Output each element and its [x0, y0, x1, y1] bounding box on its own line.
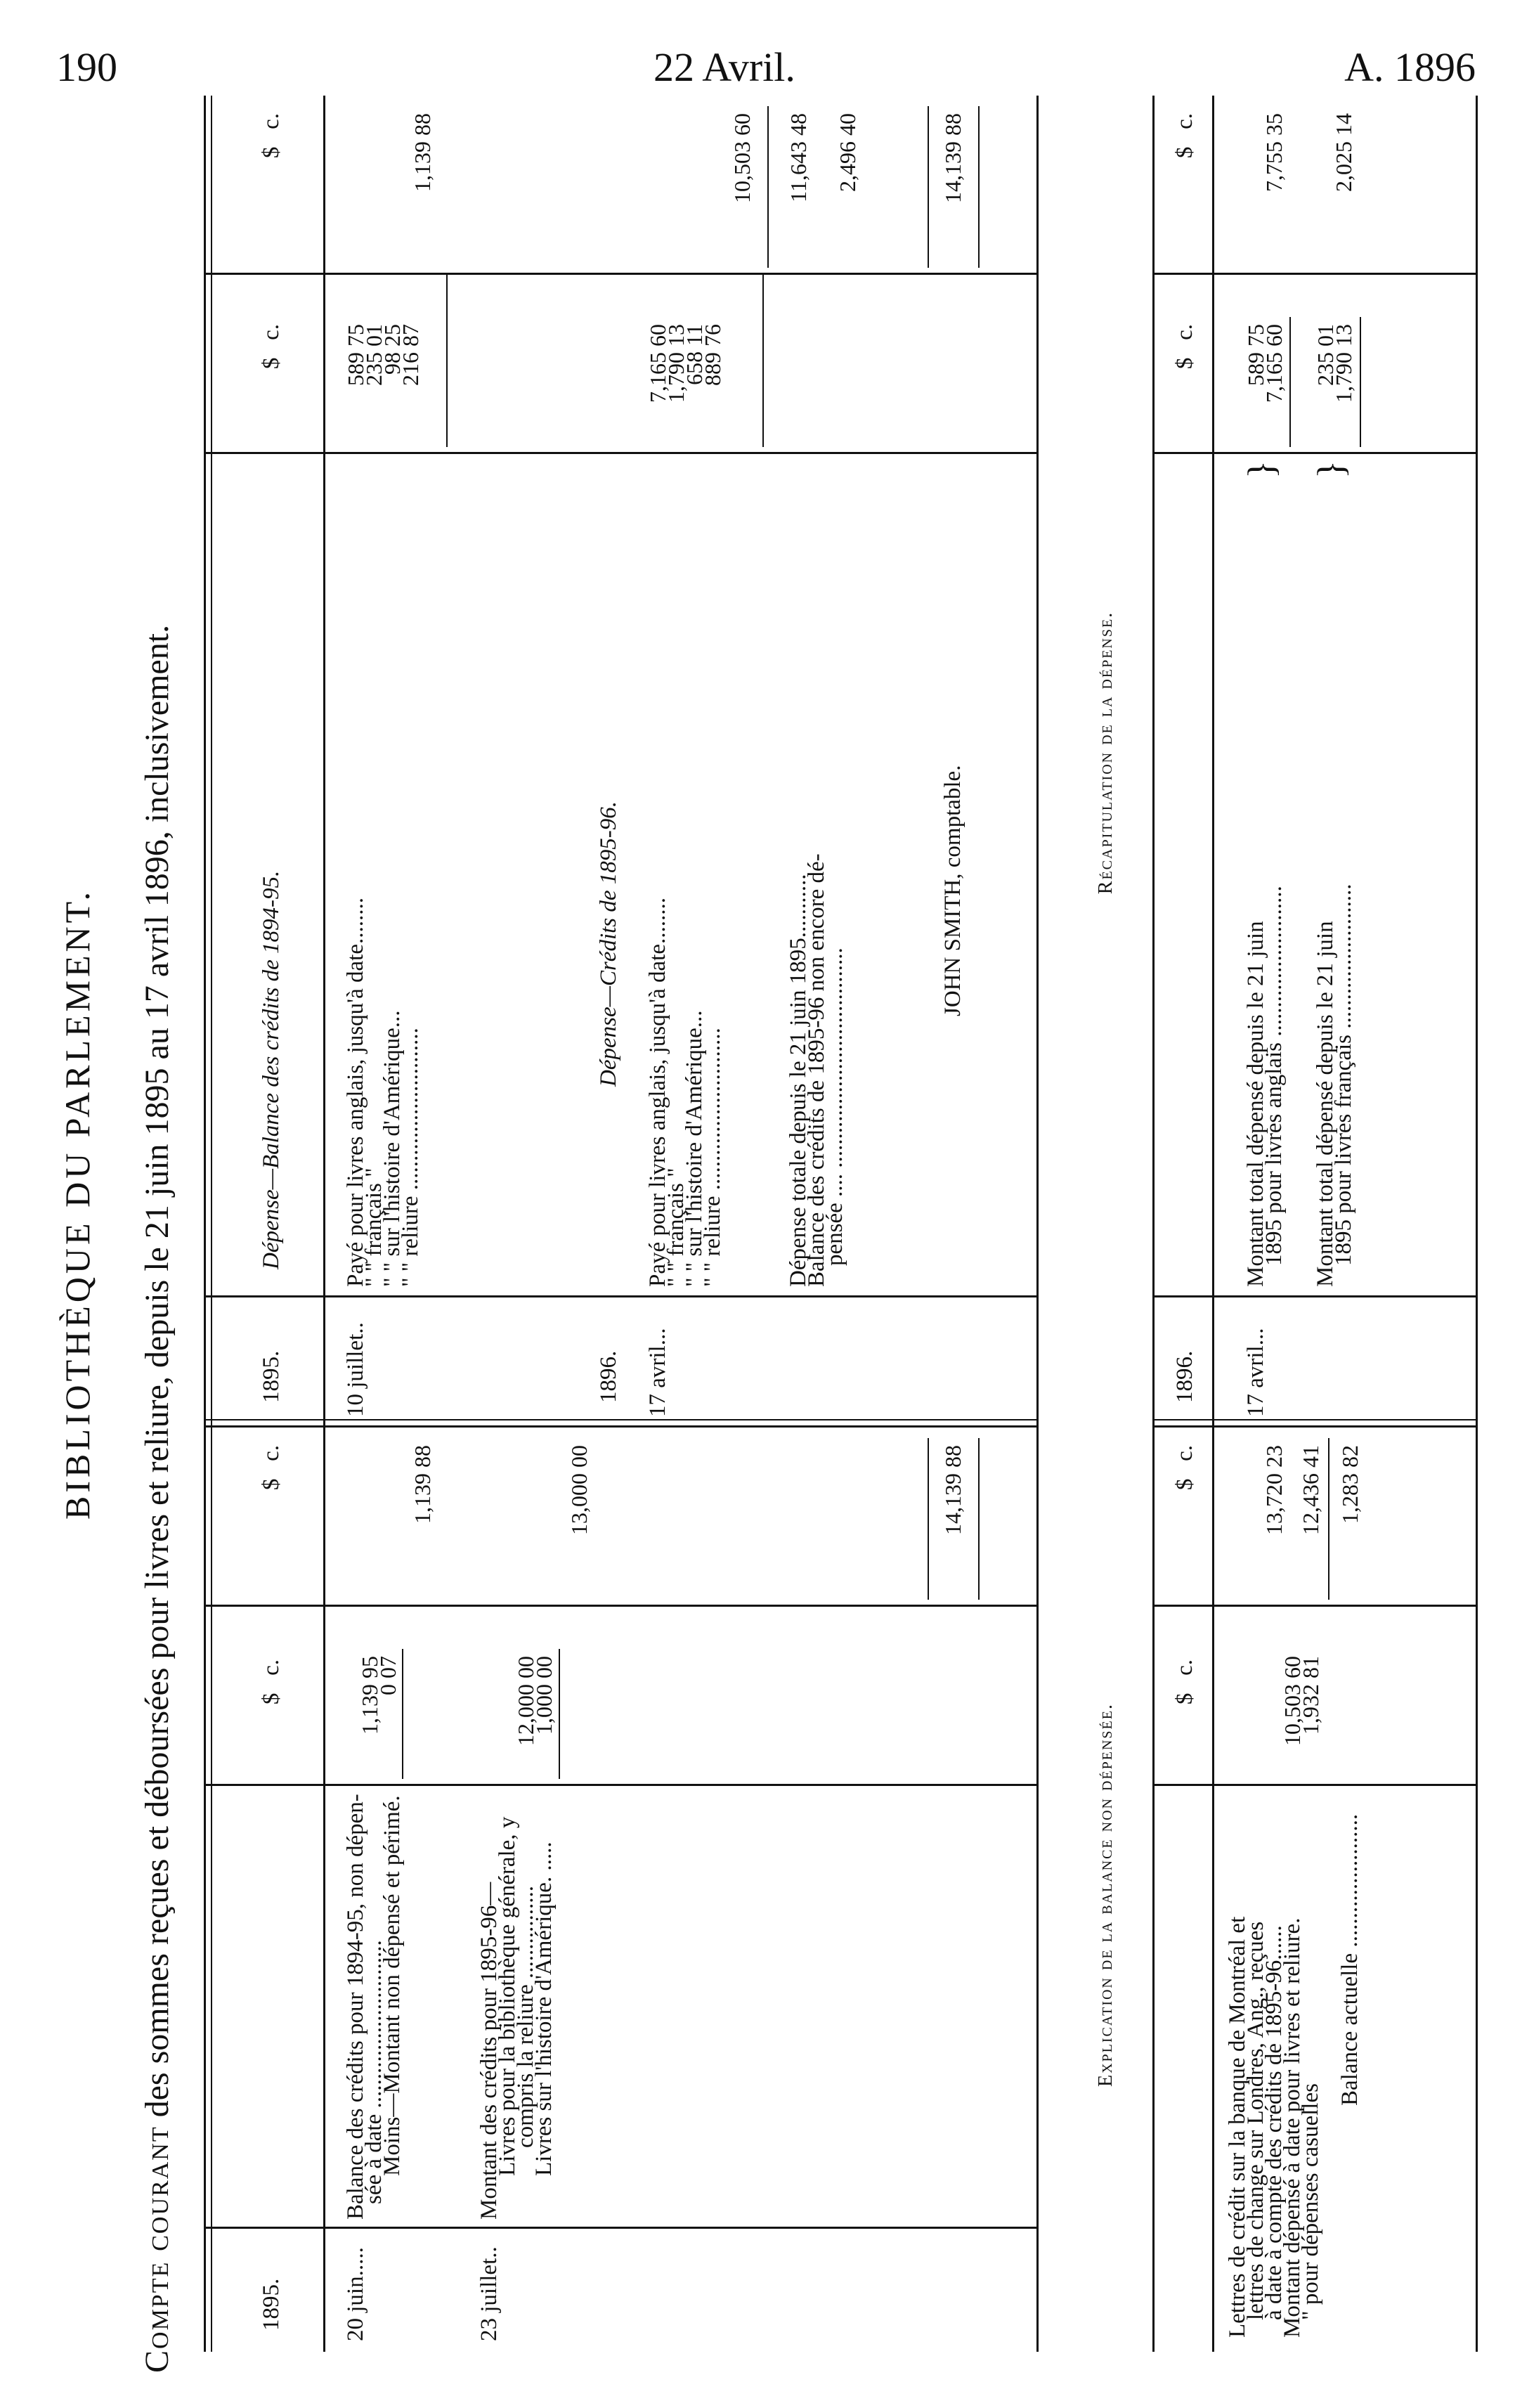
dollar-sign: $ — [1172, 146, 1197, 159]
inner-amount: 589 75 — [1243, 324, 1268, 386]
summary-text: Dépense totale depuis le 21 juin 1895........... — [786, 874, 811, 1287]
entry-text: Livres sur l'histoire d'Amérique. ..... — [531, 1841, 557, 2176]
brace: } — [1240, 460, 1282, 479]
explication-text: Lettres de crédit sur la banque de Montréal et — [1225, 1916, 1250, 2338]
page-year: A. 1896 — [1344, 44, 1476, 90]
page-date: 22 Avril. — [654, 44, 795, 90]
inner-amount: 10,503 60 — [1280, 1656, 1305, 1746]
entry-text: Payé pour livres anglais, jusqu'à date........ — [645, 898, 670, 1287]
entry-text: " " français " — [663, 1167, 689, 1287]
cents-label: c. — [1172, 1445, 1197, 1461]
inner-amount: 1,000 00 — [531, 1656, 557, 1735]
balance-amount: 1,283 82 — [1337, 1445, 1363, 1524]
subtotal-rule — [402, 1649, 403, 1779]
outer-amount: 1,139 88 — [410, 1445, 435, 1524]
outer-amount: 12,436 41 — [1298, 1445, 1323, 1535]
dollar-header — [260, 113, 283, 275]
dollar-sign: $ — [1172, 357, 1197, 370]
col-rule — [204, 1784, 1036, 1786]
subtotal-rule — [559, 1649, 560, 1779]
entry-text: Payé pour livres anglais, jusqu'à date........ — [343, 898, 368, 1287]
header-bottom-rule — [323, 96, 325, 2352]
dollar-header — [1173, 324, 1197, 454]
table-bottom-rule — [1036, 96, 1039, 2352]
inner-amount: 235 01 — [1313, 324, 1338, 386]
summary-amount: 11,643 48 — [786, 113, 811, 202]
recap-text: 1895 pour livres anglais .......................... — [1261, 886, 1287, 1266]
outer-amount: 10,503 60 — [729, 113, 755, 203]
entry-text: " " français " — [361, 1167, 386, 1287]
inner-amount: 889 76 — [700, 324, 725, 386]
subtotal-rule — [762, 275, 764, 447]
lower-top-rule — [1152, 96, 1155, 2352]
entry-text: Balance des crédits pour 1894-95, non dépen- — [343, 1794, 368, 2220]
entry-text: " " reliure ............................ — [398, 1028, 423, 1287]
total-rule — [928, 106, 929, 268]
inner-amount: 98 25 — [379, 324, 405, 375]
subtitle-lead: Compte courant — [138, 2125, 176, 2373]
entry-date: 23 juillet.. — [476, 2246, 502, 2341]
summary-text: Balance des crédits de 1895-96 non encore dé- — [804, 853, 829, 1287]
summary-text: pensée .... ...................................... — [822, 947, 847, 1266]
dollar-sign: $ — [259, 357, 284, 370]
inner-amount: 7,165 60 — [645, 324, 670, 403]
dollar-sign: $ — [259, 146, 284, 159]
cents-label: c. — [1172, 1659, 1197, 1676]
left-year: 1895. — [259, 2278, 284, 2331]
total-rule — [978, 106, 980, 268]
cents-label: c. — [259, 113, 284, 129]
recap-date: 17 avril... — [1243, 1328, 1268, 1417]
inner-amount: 12,000 00 — [513, 1656, 538, 1746]
inner-amount: 658 11 — [682, 324, 707, 385]
dollar-header — [1173, 1659, 1197, 1786]
cents-label: c. — [259, 1659, 284, 1676]
center-double-rule — [204, 1425, 1036, 1428]
explication-text: Montant dépensé à date pour livres et reliure. — [1280, 1917, 1305, 2338]
entry-text: " " sur l'histoire d'Amérique... — [379, 1010, 405, 1287]
recap-text: 1895 pour livres français ......................... — [1331, 883, 1356, 1266]
brace: } — [1310, 460, 1352, 479]
right-year: 1895. — [259, 1350, 284, 1403]
subtotal-rule — [1360, 317, 1361, 447]
subtotal-rule — [446, 275, 448, 447]
outer-amount: 7,755 35 — [1261, 113, 1287, 192]
center-double-rule — [1152, 1419, 1476, 1420]
entry-date: 10 juillet.. — [343, 1322, 368, 1417]
inner-amount: 589 75 — [343, 324, 368, 386]
recap-text: Montant total dépensé depuis le 21 juin — [1243, 921, 1268, 1287]
recap-year: 1896. — [1172, 1350, 1197, 1403]
dollar-header — [260, 324, 283, 454]
section-heading: Dépense—Crédits de 1895-96. — [596, 801, 621, 1087]
cents-label: c. — [1172, 113, 1197, 129]
cents-label: c. — [259, 1445, 284, 1461]
total-rule — [978, 1438, 980, 1600]
center-double-rule — [1152, 1425, 1476, 1428]
signature-text: JOHN SMITH, comptable. — [940, 765, 965, 1016]
entry-date: 20 juin..... — [343, 2247, 368, 2341]
col-rule — [204, 273, 1036, 275]
lower-header-rule — [1212, 96, 1214, 2352]
inner-amount: 0 07 — [375, 1656, 401, 1695]
entry-text: " " reliure ............................ — [700, 1028, 725, 1287]
dollar-header — [1173, 1445, 1197, 1607]
explication-text: à date à compte des crédits de 1895-96...... — [1261, 1925, 1287, 2320]
center-double-rule — [204, 1419, 1036, 1420]
page-number: 190 — [56, 44, 117, 90]
subtotal-rule — [1289, 317, 1291, 447]
inner-amount: 235 01 — [361, 324, 386, 386]
dollar-sign: $ — [1172, 1692, 1197, 1705]
explication-title: Explication de la balance non dépensée. — [1095, 1703, 1117, 2087]
entry-text: Montant des crédits pour 1895-96— — [476, 1882, 502, 2220]
recap-title: Récapitulation de la dépense. — [1095, 611, 1117, 895]
dollar-header — [260, 1445, 283, 1607]
inner-amount: 7,165 60 — [1261, 324, 1287, 403]
dollar-sign: $ — [259, 1692, 284, 1705]
col-rule — [204, 1295, 1036, 1297]
balance-label: Balance actuelle ....................... — [1337, 1813, 1363, 2106]
lower-bottom-rule — [1476, 96, 1478, 2352]
outer-amount: 2,025 14 — [1331, 113, 1356, 192]
inner-amount: 1,790 13 — [663, 324, 689, 403]
cents-label: c. — [1172, 324, 1197, 340]
outer-amount: 13,720 23 — [1261, 1445, 1287, 1535]
section-heading: Dépense—Balance des crédits de 1894-95. — [259, 870, 284, 1269]
document-subtitle — [138, 624, 176, 2373]
signature — [942, 765, 965, 1016]
table-top-rule-2 — [211, 96, 212, 2352]
dollar-sign: $ — [259, 1478, 284, 1491]
entry-text: Livres pour la bibliothèque générale, y — [495, 1816, 520, 2176]
recap-text: Montant total dépensé depuis le 21 juin — [1313, 921, 1338, 1287]
col-rule — [204, 2227, 1036, 2229]
outer-amount: 13,000 00 — [566, 1445, 592, 1535]
subtitle-rest: des sommes reçues et déboursées pour livres et reliure, depuis le 21 juin 1895 au 17 avril 1896, inclusivement. — [138, 624, 176, 2118]
inner-amount: 1,790 13 — [1331, 324, 1356, 403]
outer-amount: 1,139 88 — [410, 113, 435, 192]
inner-amount: 1,932 81 — [1298, 1656, 1323, 1735]
col-rule — [204, 1605, 1036, 1607]
dollar-sign: $ — [1172, 1478, 1197, 1491]
cents-label: c. — [259, 324, 284, 340]
left-total: 14,139 88 — [940, 1445, 965, 1535]
col-rule — [1152, 1295, 1476, 1297]
entry-text: Moins—Montant non dépensé et périmé. — [379, 1795, 405, 2176]
entry-date: 17 avril... — [645, 1328, 670, 1417]
dollar-header — [260, 1659, 283, 1786]
entry-text: " " sur l'histoire d'Amérique... — [682, 1010, 707, 1287]
summary-amount: 2,496 40 — [835, 113, 860, 192]
col-rule — [1152, 273, 1476, 275]
right-year: 1896. — [596, 1350, 621, 1403]
subtotal-rule — [1328, 1438, 1329, 1600]
col-rule — [204, 452, 1036, 454]
entry-text: compris la reliure ................ — [513, 1886, 538, 2148]
right-total: 14,139 88 — [940, 113, 965, 203]
inner-amount: 1,139 95 — [357, 1656, 382, 1735]
table-top-rule — [204, 96, 206, 2352]
document-title: BIBLIOTHÈQUE DU PARLEMENT. — [58, 888, 97, 1520]
inner-amount: 216 87 — [398, 324, 423, 386]
total-rule — [928, 1438, 929, 1600]
explication-text: lettres de change sur Londres, Ang., reçues — [1243, 1921, 1268, 2320]
entry-text: sée à date ............................. — [361, 1940, 386, 2204]
explication-text: " pour dépenses casuelles — [1298, 2083, 1323, 2320]
dollar-header — [1173, 113, 1197, 275]
subtotal-rule — [767, 106, 769, 268]
